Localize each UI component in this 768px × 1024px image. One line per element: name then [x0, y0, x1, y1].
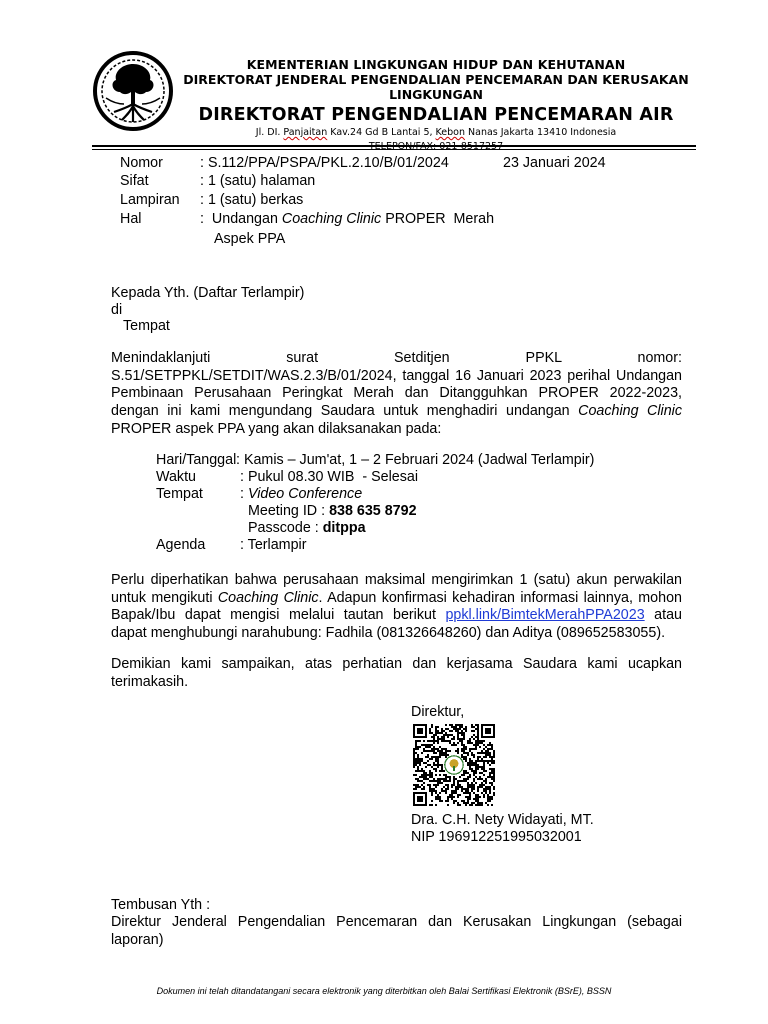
address-part: Nanas Jakarta 13410 Indonesia — [465, 127, 617, 138]
passcode-label: Passcode : — [248, 520, 323, 536]
hal-text: : Undangan — [200, 211, 282, 227]
ministry-name: KEMENTERIAN LINGKUNGAN HIDUP DAN KEHUTANAN — [246, 57, 626, 72]
paragraph-text: . Adapun konfirmasi kehadiran informasi lainnya, mohon Bapak/Ibu dapat mengisi melalui tautan berikut — [111, 589, 682, 624]
registration-link[interactable]: ppkl.link/BimtekMerahPPA2023 — [445, 607, 645, 624]
recipient-line: Kepada Yth. (Daftar Terlampir) — [111, 285, 305, 301]
nomor-value: : S.112/PPA/PSPA/PKL.2.10/B/01/2024 — [200, 155, 449, 171]
address-part: Panjaitan — [283, 127, 328, 138]
paragraph-text: Perlu diperhatikan bahwa perusahaan maksimal mengirimkan 1 (satu) akun perwakilan untuk mengikuti — [111, 572, 682, 606]
qr-code — [413, 724, 495, 806]
address-part: Kav.24 Gd B Lantai 5, — [327, 127, 436, 138]
qr-code-icon — [413, 724, 495, 806]
signatory-name: Dra. C.H. Nety Widayati, MT. — [411, 812, 594, 828]
paragraph-text: atau dapat menghubungi narahubung: Fadhila (081326648260) dan Aditya (089652583055). — [111, 607, 682, 642]
place-value — [240, 486, 362, 504]
letterhead — [176, 57, 696, 154]
place-label: Tempat — [156, 486, 203, 502]
address-part: Kebon — [435, 127, 465, 138]
letterhead-rule — [92, 145, 696, 147]
lampiran-label: Lampiran — [120, 192, 180, 208]
footer-note: Dokumen ini telah ditandatangani secara elektronik yang diterbitkan oleh Balai Sertifikasi Elektronik (BSrE), BSSN — [156, 986, 612, 996]
address-part: Jl. DI. — [255, 127, 284, 138]
address — [176, 126, 696, 140]
klhk-emblem-icon — [92, 50, 174, 132]
meeting-id-label: Meeting ID : — [248, 503, 330, 519]
place-italic: Video Conference — [247, 486, 363, 502]
hal-label: Hal — [120, 211, 142, 227]
hal-value-line2: Aspek PPA — [214, 231, 286, 247]
body-paragraph-3: Demikian kami sampaikan, atas perhatian dan kerjasama Saudara kami ucapkan terimakasih. — [111, 656, 682, 690]
meeting-id-value: 838 635 8792 — [329, 503, 417, 519]
letterhead-rule-thin — [92, 149, 696, 150]
meeting-id — [248, 503, 417, 521]
paragraph-text: Menindaklanjuti surat Setditjen PPKL nomor: S.51/SETPPKL/SETDIT/WAS.2.3/B/01/2024, tanggal 16 Januari 2023 perihal Undangan Pembinaan Perusahaan Peringkat Merah dan Ditangguhkan PROPER 2022-2023, dengan ini kami mengundang Saudara untuk menghadiri undangan — [111, 350, 682, 420]
paragraph-italic: Coaching Clinic — [217, 589, 319, 606]
sifat-value: : 1 (satu) halaman — [200, 173, 316, 189]
recipient-place: Tempat — [123, 318, 170, 334]
sifat-label: Sifat — [120, 173, 149, 189]
hal-value — [200, 211, 494, 229]
day-label: Hari/Tanggal — [156, 452, 237, 468]
body-paragraph-2 — [111, 572, 682, 643]
directorate-general-name: DIREKTORAT JENDERAL PENGENDALIAN PENCEMARAN DAN KERUSAKAN LINGKUNGAN — [183, 72, 689, 102]
passcode — [248, 520, 366, 538]
recipient-di: di — [111, 302, 123, 318]
hal-italic: Coaching Clinic — [281, 211, 382, 227]
directorate-name: DIREKTORAT PENGENDALIAN PENCEMARAN AIR — [198, 105, 674, 125]
ministry-logo — [92, 50, 174, 132]
cc-text: Direktur Jenderal Pengendalian Pencemaran dan Kerusakan Lingkungan (sebagai laporan) — [111, 914, 682, 948]
agenda-value: : Terlampir — [240, 537, 307, 553]
body-paragraph-1 — [111, 350, 682, 439]
paragraph-italic: Coaching Clinic — [578, 403, 682, 420]
letter-date: 23 Januari 2024 — [503, 155, 606, 171]
hal-text: PROPER Merah — [381, 211, 495, 227]
signatory-nip: NIP 196912251995032001 — [411, 829, 582, 845]
time-label: Waktu — [156, 469, 196, 485]
place-prefix: : — [240, 486, 248, 502]
day-value: : Kamis – Jum'at, 1 – 2 Februari 2024 (Jadwal Terlampir) — [236, 452, 595, 468]
time-value: : Pukul 08.30 WIB - Selesai — [240, 469, 418, 485]
passcode-value: ditppa — [322, 520, 366, 536]
phone: TELEPON/FAX: 021-8517257 — [368, 141, 504, 152]
paragraph-text: PROPER aspek PPA yang akan dilaksanakan pada: — [111, 420, 442, 437]
signature-title: Direktur, — [411, 704, 465, 720]
cc-label: Tembusan Yth : — [111, 897, 211, 913]
nomor-label: Nomor — [120, 155, 163, 171]
lampiran-value: : 1 (satu) berkas — [200, 192, 304, 208]
agenda-label: Agenda — [156, 537, 206, 553]
